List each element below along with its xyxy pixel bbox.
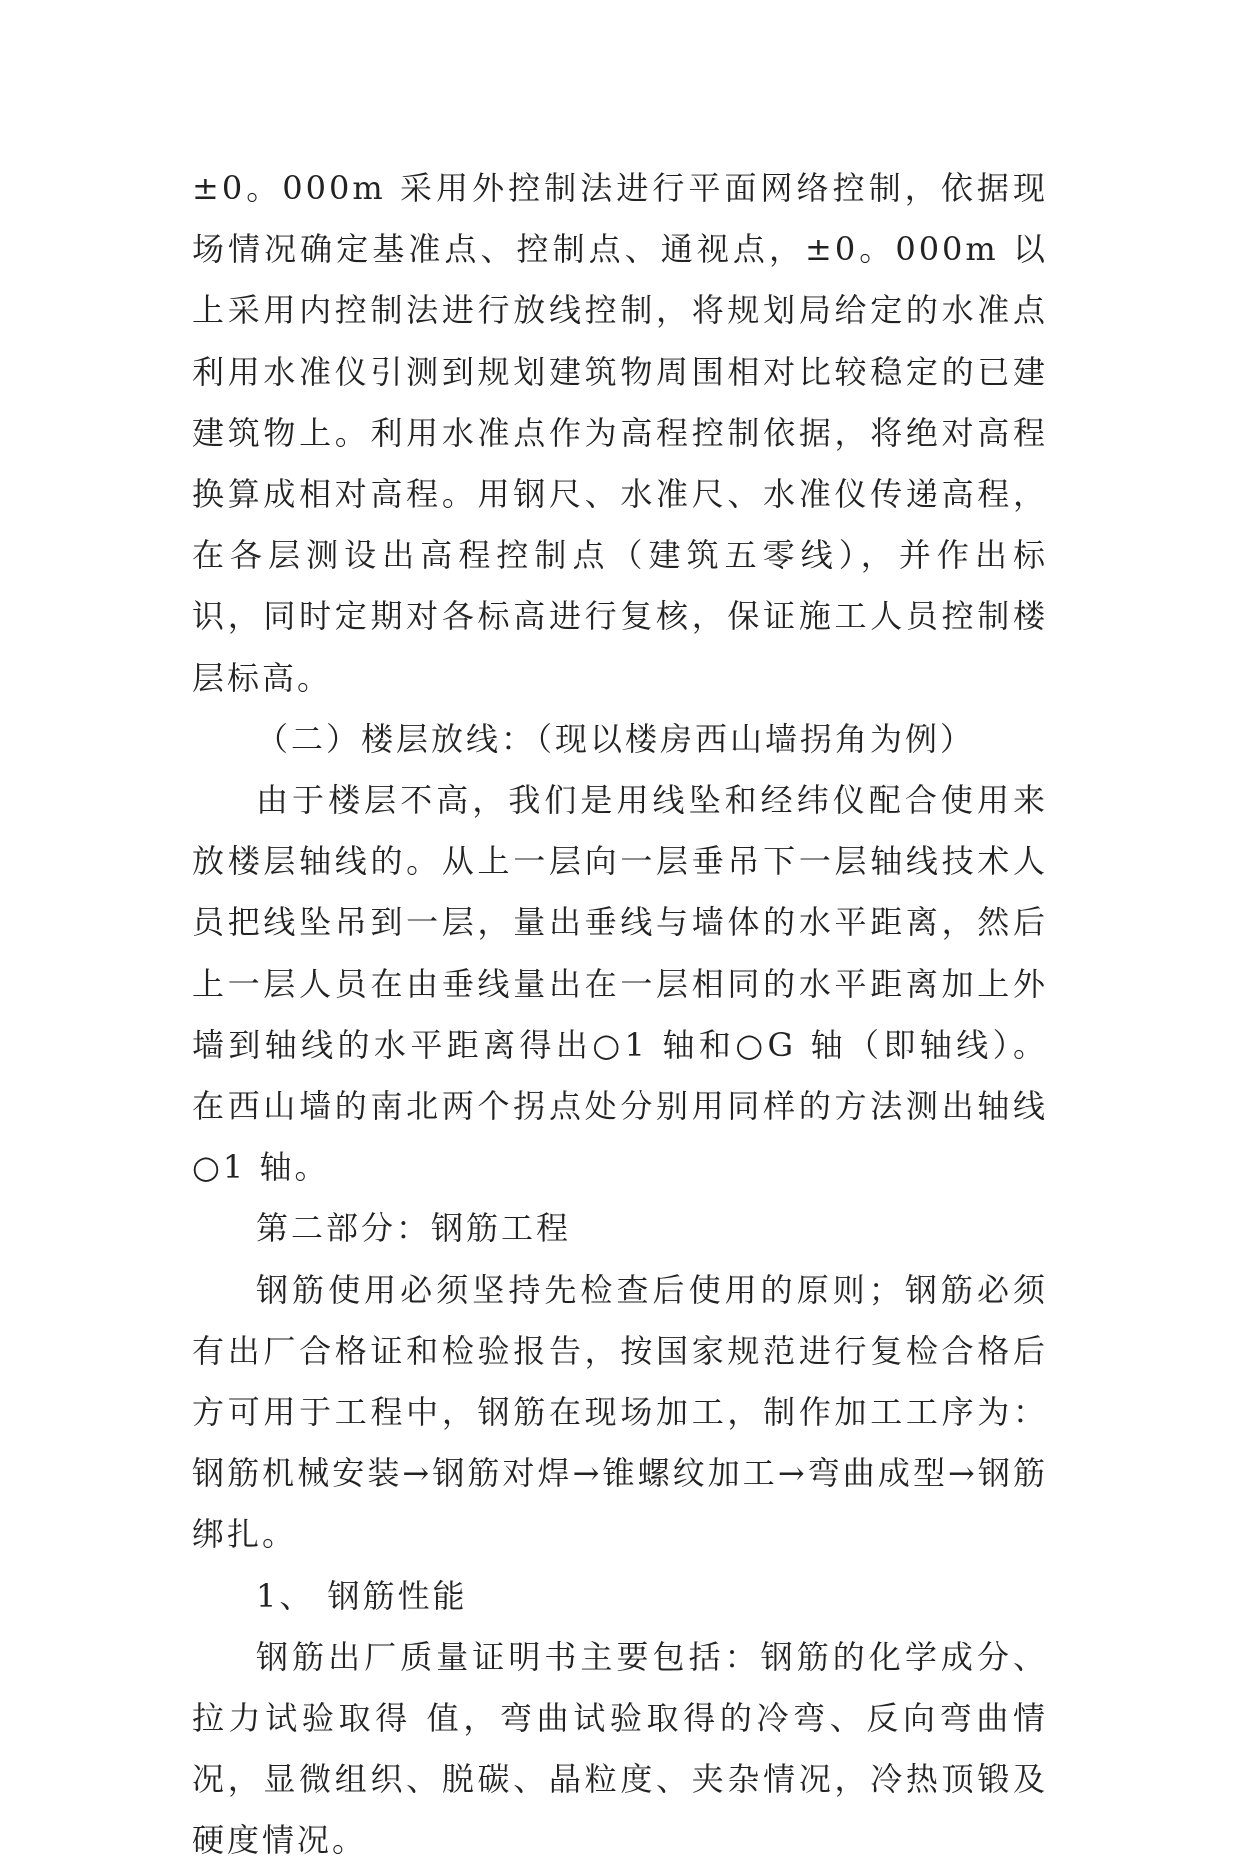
document-body <box>192 158 1048 1872</box>
paragraph-floor-layout-method: 由于楼层不高，我们是用线坠和经纬仪配合使用来放楼层轴线的。从上一层向一层垂吊下一层轴线技术人员把线坠吊到一层，量出垂线与墙体的水平距离，然后上一层人员在由垂线量出在一层相同的水平距离加上外墙到轴线的水平距离得出○1 轴和○G 轴（即轴线）。在西山墙的南北两个拐点处分别用同样的方法测出轴线○1 轴。 <box>192 781 1048 1187</box>
paragraph-rebar-certificate: 钢筋出厂质量证明书主要包括：钢筋的化学成分、拉力试验取得 值，弯曲试验取得的冷弯、反向弯曲情况，显微组织、脱碳、晶粒度、夹杂情况，冷热顶锻及硬度情况。 <box>192 1637 1048 1860</box>
subheading-rebar-performance: 1、 钢筋性能 <box>256 1576 468 1615</box>
paragraph-floor-layout-heading: （二）楼层放线：（现以楼房西山墙拐角为例） <box>256 719 976 758</box>
paragraph-rebar-inspection: 钢筋使用必须坚持先检查后使用的原则；钢筋必须有出厂合格证和检验报告，按国家规范进行复检合格后方可用于工程中，钢筋在现场加工，制作加工工序为：钢筋机械安装→钢筋对焊→锥螺纹加工→弯曲成型→钢筋绑扎。 <box>192 1270 1048 1554</box>
paragraph-elevation-control: ±0。000m 采用外控制法进行平面网络控制，依据现场情况确定基准点、控制点、通视点，±0。000m 以上采用内控制法进行放线控制，将规划局给定的水准点利用水准仪引测到规划建筑物周围相对比较稳定的已建建筑物上。利用水准点作为高程控制依据，将绝对高程换算成相对高程。用钢尺、水准尺、水准仪传递高程，在各层测设出高程控制点（建筑五零线），并作出标识，同时定期对各标高进行复核，保证施工人员控制楼层标高。 <box>192 169 1048 697</box>
section-heading-rebar-engineering: 第二部分：钢筋工程 <box>256 1209 572 1248</box>
